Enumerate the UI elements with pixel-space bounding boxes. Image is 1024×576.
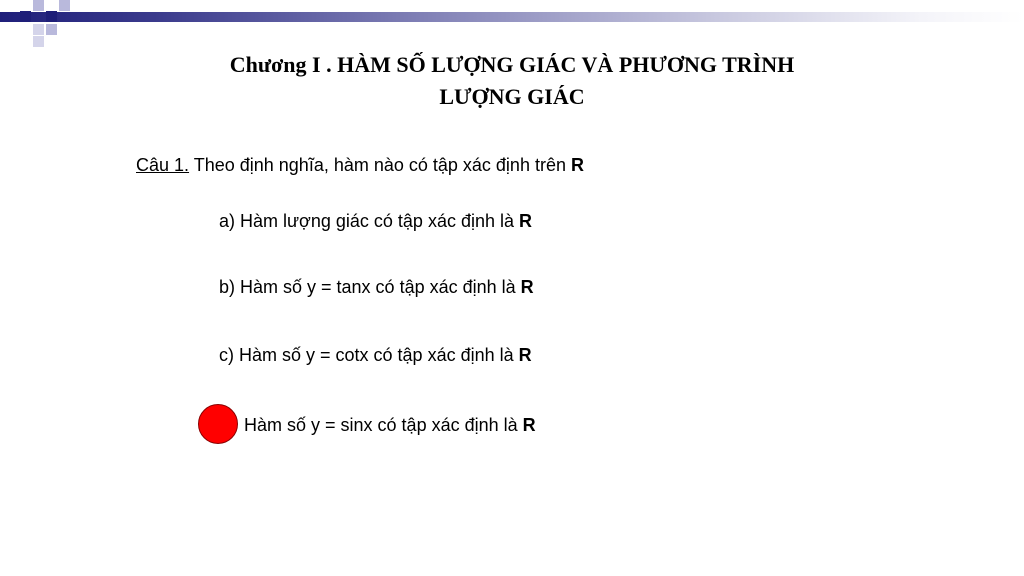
option-a-set: R: [519, 211, 532, 231]
option-d-text: Hàm số y = sinx có tập xác định là: [244, 415, 523, 435]
answer-marker: [198, 404, 238, 444]
slide-title-line-1: Chương I . HÀM SỐ LƯỢNG GIÁC VÀ PHƯƠNG TRÌNH: [229, 52, 795, 77]
question-body: Theo định nghĩa, hàm nào có tập xác định trên: [189, 155, 571, 175]
decor-square: [20, 11, 31, 22]
slide-title-line-2: LƯỢNG GIÁC: [439, 84, 585, 109]
option-c-text: c) Hàm số y = cotx có tập xác định là: [219, 345, 519, 365]
option-d[interactable]: [244, 413, 536, 437]
option-c[interactable]: [219, 343, 532, 367]
decor-square: [46, 11, 57, 22]
slide-title: [0, 49, 1024, 113]
option-d-set: R: [522, 415, 536, 435]
option-c-set: R: [518, 345, 532, 365]
option-b-set: R: [520, 277, 534, 297]
decor-square: [33, 24, 44, 35]
question-set: R: [570, 155, 584, 175]
question-number: Câu 1.: [136, 155, 190, 175]
option-a-text: a) Hàm lượng giác có tập xác định là: [219, 211, 519, 231]
option-b-text: b) Hàm số y = tanx có tập xác định là: [219, 277, 521, 297]
option-a[interactable]: [219, 209, 532, 233]
header-gradient-bar: [0, 12, 1024, 22]
option-b[interactable]: [219, 275, 534, 299]
decor-square: [46, 24, 57, 35]
decor-square: [33, 36, 44, 47]
decor-square: [33, 0, 44, 11]
decor-square: [59, 0, 70, 11]
question-text: [136, 153, 584, 177]
